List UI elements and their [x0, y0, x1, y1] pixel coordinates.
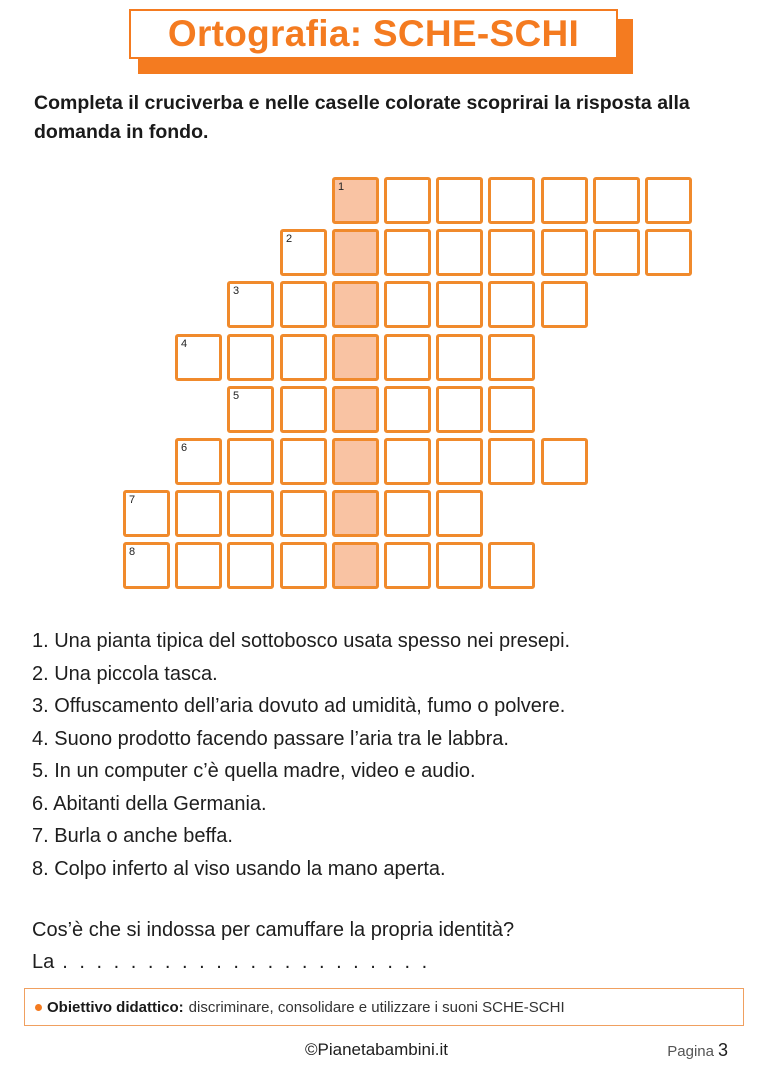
clue-number: 2 — [286, 233, 293, 245]
clue-1: 1. Una pianta tipica del sottobosco usata spesso nei presepi. — [32, 630, 571, 652]
clue-7: 7. Burla o anche beffa. — [32, 825, 233, 847]
crossword-cell[interactable] — [227, 281, 274, 328]
clue-8: 8. Colpo inferto al viso usando la mano aperta. — [32, 857, 446, 880]
crossword-cell[interactable] — [593, 229, 640, 276]
title-banner — [129, 9, 629, 69]
clue-6: 6. Abitanti della Germania. — [32, 792, 267, 815]
clue-5: 5. In un computer c’è quella madre, video e audio. — [32, 760, 476, 782]
footer-brand: ©Pianetabambini.it — [305, 1040, 448, 1059]
crossword-cell[interactable] — [541, 438, 588, 485]
crossword-cell[interactable] — [175, 542, 222, 589]
crossword-cell[interactable] — [488, 542, 535, 589]
crossword-cell[interactable] — [488, 177, 535, 224]
crossword-cell-highlighted[interactable] — [332, 386, 379, 433]
crossword-cell[interactable] — [436, 177, 483, 224]
crossword-cell-highlighted[interactable] — [332, 438, 379, 485]
clue-number: 5 — [233, 390, 240, 402]
clue-number: 1 — [338, 181, 345, 193]
crossword-cell-highlighted[interactable] — [332, 334, 379, 381]
crossword-cell[interactable] — [280, 281, 327, 328]
crossword-cell[interactable] — [436, 229, 483, 276]
crossword-cell[interactable] — [541, 229, 588, 276]
crossword-cell[interactable] — [384, 281, 431, 328]
crossword-cell[interactable] — [436, 438, 483, 485]
answer-line[interactable] — [32, 946, 732, 978]
clue-number: 4 — [181, 338, 188, 350]
question-text: Cos’è che si indossa per camuffare la propria identità? — [32, 919, 515, 941]
crossword-cell[interactable] — [488, 438, 535, 485]
crossword-cell[interactable] — [280, 334, 327, 381]
crossword-cell[interactable] — [280, 229, 327, 276]
crossword-cell[interactable] — [384, 438, 431, 485]
crossword-cell[interactable] — [488, 334, 535, 381]
page-title: Ortografia: SCHE-SCHI — [129, 9, 618, 59]
clue-number: 3 — [233, 285, 240, 297]
crossword-cell[interactable] — [227, 386, 274, 433]
objective-label: Obiettivo didattico: — [47, 998, 184, 1016]
crossword-cell-highlighted[interactable] — [332, 542, 379, 589]
crossword-cell-highlighted[interactable] — [332, 490, 379, 537]
crossword-cell[interactable] — [436, 386, 483, 433]
crossword-cell[interactable] — [280, 542, 327, 589]
crossword-cell[interactable] — [175, 334, 222, 381]
clue-number: 7 — [129, 494, 136, 506]
crossword-cell[interactable] — [488, 386, 535, 433]
crossword-cell[interactable] — [541, 177, 588, 224]
crossword-cell[interactable] — [384, 542, 431, 589]
crossword-cell[interactable] — [280, 438, 327, 485]
clue-2: 2. Una piccola tasca. — [32, 662, 218, 685]
crossword-cell[interactable] — [436, 281, 483, 328]
crossword-cell[interactable] — [280, 386, 327, 433]
objective-box — [24, 988, 744, 1026]
clue-list — [32, 625, 732, 885]
clue-number: 8 — [129, 546, 136, 558]
crossword-cell-highlighted[interactable] — [332, 229, 379, 276]
crossword-cell[interactable] — [384, 177, 431, 224]
crossword-cell[interactable] — [541, 281, 588, 328]
crossword-cell[interactable] — [436, 542, 483, 589]
question-block — [32, 914, 732, 978]
crossword-cell[interactable] — [123, 542, 170, 589]
crossword-cell[interactable] — [227, 542, 274, 589]
crossword-cell[interactable] — [384, 386, 431, 433]
answer-dots: . . . . . . . . . . . . . . . . . . . . . . — [62, 951, 431, 973]
clue-number: 6 — [181, 442, 188, 454]
page-label: Pagina — [667, 1043, 714, 1060]
answer-prefix: La — [32, 951, 55, 973]
crossword-cell[interactable] — [227, 334, 274, 381]
crossword-cell[interactable] — [175, 438, 222, 485]
clue-4: 4. Suono prodotto facendo passare l’aria tra le labbra. — [32, 727, 509, 750]
crossword-cell[interactable] — [436, 334, 483, 381]
crossword-cell[interactable] — [645, 229, 692, 276]
bullet-icon — [35, 1004, 42, 1011]
crossword-cell[interactable] — [123, 490, 170, 537]
crossword-cell[interactable] — [280, 490, 327, 537]
crossword-cell-highlighted[interactable] — [332, 281, 379, 328]
crossword-cell[interactable] — [436, 490, 483, 537]
crossword-cell[interactable] — [645, 177, 692, 224]
page-number: 3 — [717, 1040, 728, 1060]
crossword-cell[interactable] — [488, 281, 535, 328]
objective-text: discriminare, consolidare e utilizzare i suoni SCHE-SCHI — [188, 998, 565, 1016]
crossword-cell-highlighted[interactable] — [332, 177, 379, 224]
crossword-cell[interactable] — [227, 438, 274, 485]
crossword-cell[interactable] — [593, 177, 640, 224]
crossword-cell[interactable] — [175, 490, 222, 537]
page-indicator — [667, 1040, 728, 1061]
crossword-cell[interactable] — [384, 229, 431, 276]
crossword-cell[interactable] — [384, 490, 431, 537]
crossword-cell[interactable] — [488, 229, 535, 276]
clue-3: 3. Offuscamento dell’aria dovuto ad umidità, fumo o polvere. — [32, 695, 566, 717]
crossword-cell[interactable] — [384, 334, 431, 381]
footer — [0, 1040, 768, 1064]
instructions: Completa il cruciverba e nelle caselle colorate scoprirai la risposta alla domanda in fondo. — [34, 92, 690, 143]
crossword-cell[interactable] — [227, 490, 274, 537]
